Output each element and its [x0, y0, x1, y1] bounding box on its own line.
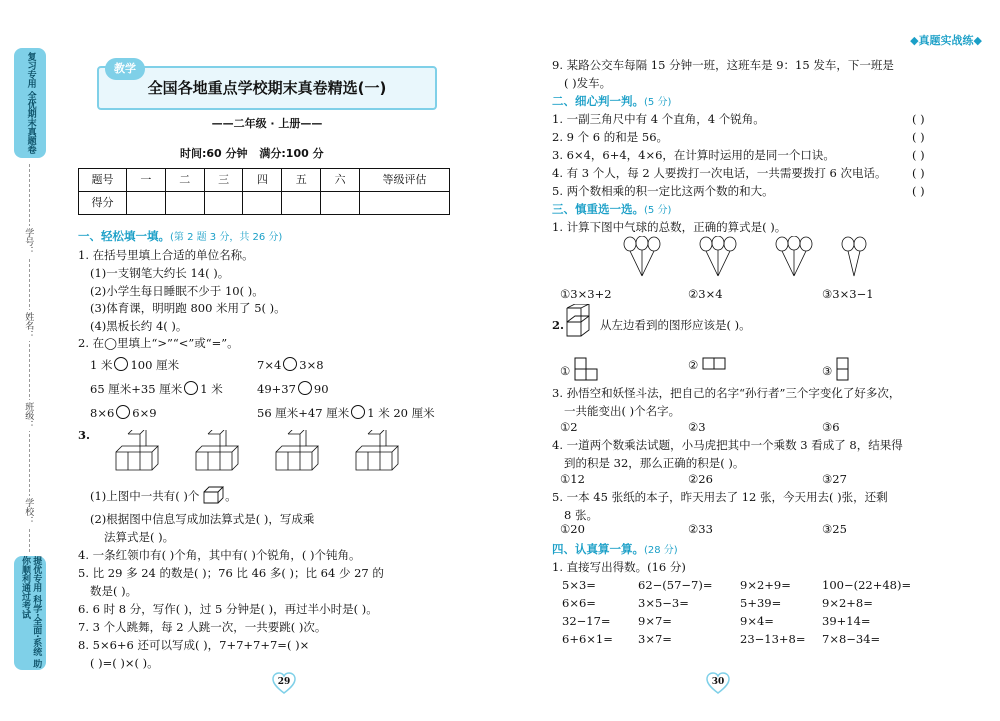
section-note: (5 分): [644, 205, 672, 216]
cube-icon: [203, 486, 225, 504]
section-note: (28 分): [644, 545, 678, 556]
judge-answer-box[interactable]: ( ): [912, 184, 925, 198]
choice-1-option[interactable]: ②3×4: [688, 287, 723, 301]
judge-answer-box[interactable]: ( ): [912, 148, 925, 162]
section-title-text: 二、细心判一判。: [552, 94, 644, 108]
calc-item[interactable]: 7×8−34=: [822, 632, 881, 646]
calc-item[interactable]: 9×7=: [638, 614, 672, 628]
score-cell: 二: [165, 169, 204, 192]
cut-line: [29, 164, 30, 552]
question-9: 9. 某路公交车每隔 15 分钟一班，这班车是 9：15 发车，下一班是: [552, 58, 894, 72]
compare-right: 1 米 20 厘米: [367, 406, 435, 420]
question-3-2: (2)根据图中信息写成加法算式是( )，写成乘: [90, 512, 315, 526]
score-table-row: [79, 192, 450, 215]
judge-answer-box[interactable]: ( ): [912, 166, 925, 180]
question-1-item: (4)黑板长约 4( )。: [90, 319, 188, 333]
calc-item[interactable]: 9×4=: [740, 614, 774, 628]
compare-left: 7×4: [257, 358, 282, 372]
compare-right: 90: [313, 382, 329, 396]
page-number-text: 29: [277, 677, 291, 688]
page-title: 全国各地重点学校期末真卷精选(一): [147, 78, 387, 97]
calc-item[interactable]: 3×5−3=: [638, 596, 689, 610]
question-3-1-tail: 。: [225, 489, 237, 503]
choice-1-option[interactable]: ③3×3−1: [822, 287, 874, 301]
question-8b: ( )=( )×( )。: [90, 656, 159, 670]
compare-item: [257, 381, 329, 396]
choice-5-option[interactable]: ①20: [560, 522, 585, 536]
section-note: (第 2 题 3 分，共 26 分): [170, 232, 283, 243]
judge-item: 3. 6×4，6+4，4×6，在计算时运用的是同一个口诀。: [552, 148, 835, 162]
score-cell: 一: [127, 169, 166, 192]
compare-item: [257, 357, 324, 372]
score-cell: 题号: [79, 169, 127, 192]
balloon-figure: [622, 236, 882, 280]
student-id-field: 学号：: [23, 228, 34, 255]
exam-time-info: [180, 147, 332, 161]
calc-item[interactable]: 5+39=: [740, 596, 782, 610]
balloon-group: [842, 237, 866, 276]
compare-circle[interactable]: [114, 357, 128, 371]
section-title-text: 三、慎重选一选。: [552, 202, 644, 216]
question-1: 1. 在括号里填上合适的单位名称。: [78, 248, 254, 262]
score-input[interactable]: [321, 192, 360, 215]
compare-item: [90, 405, 157, 420]
score-table: [78, 168, 450, 215]
choice-5: 5. 一本 45 张纸的本子，昨天用去了 12 张，今天用去( )张，还剩: [552, 490, 888, 504]
cube-group: [116, 430, 158, 470]
balloon-group: [776, 236, 812, 276]
question-3-1-text: (1)上图中一共有( )个: [90, 489, 200, 503]
question-1-item: (3)体育课，明明跑 800 米用了 5( )。: [90, 301, 286, 315]
question-9b: ( )发车。: [564, 76, 612, 90]
school-field: 学校：: [23, 498, 34, 525]
balloon-group: [700, 236, 736, 276]
compare-item: [90, 381, 223, 396]
section-3-title: [552, 202, 671, 218]
compare-left: 8×6: [90, 406, 115, 420]
choice-2-option[interactable]: [822, 357, 850, 383]
balloon-group: [624, 236, 660, 276]
judge-item: 2. 9 个 6 的和是 56。: [552, 130, 669, 144]
compare-left: 1 米: [90, 358, 113, 372]
score-table-header: [79, 169, 450, 192]
question-5: 5. 比 29 多 24 的数是( )；76 比 46 多( )；比 64 少 27 的: [78, 566, 384, 580]
judge-answer-box[interactable]: ( ): [912, 112, 925, 126]
score-cell: 五: [282, 169, 321, 192]
time-limit: 时间:60 分钟: [180, 147, 248, 160]
score-cell: 六: [321, 169, 360, 192]
class-field: 班级：: [23, 402, 34, 429]
cube-stack-figure: [112, 430, 462, 474]
title-banner: [97, 66, 437, 110]
compare-circle[interactable]: [351, 405, 365, 419]
subject-badge: 教学: [105, 58, 145, 80]
judge-item: 5. 两个数相乘的积一定比这两个数的和大。: [552, 184, 774, 198]
compare-circle[interactable]: [184, 381, 198, 395]
score-input[interactable]: [282, 192, 321, 215]
choice-5-option[interactable]: ②33: [688, 522, 713, 536]
calc-item[interactable]: 39+14=: [822, 614, 871, 628]
choice-5-option[interactable]: ③25: [822, 522, 847, 536]
section-title-text: 一、轻松填一填。: [78, 229, 170, 243]
block-figure: [566, 304, 598, 338]
judge-item: 1. 一副三角尺中有 4 个直角，4 个锐角。: [552, 112, 765, 126]
strip-top-tab: 复习专用 全优期末真题卷: [14, 48, 46, 158]
calc-item[interactable]: 32−17=: [562, 614, 611, 628]
shape-l-icon: [574, 357, 600, 383]
page-number-right: [706, 672, 730, 694]
compare-circle[interactable]: [298, 381, 312, 395]
calc-item[interactable]: 5×3=: [562, 578, 596, 592]
shape-column-icon: [836, 357, 850, 383]
choice-4-option[interactable]: ③27: [822, 472, 847, 486]
choice-2: 从左边看到的图形应该是( )。: [600, 318, 751, 332]
choice-5b: 8 张。: [564, 508, 598, 522]
score-label: 得分: [79, 192, 127, 215]
compare-item: [90, 357, 179, 372]
compare-right: 100 厘米: [130, 358, 180, 372]
compare-left: 65 厘米+35 厘米: [90, 382, 183, 396]
score-input[interactable]: [360, 192, 450, 215]
name-field: 姓名：: [23, 312, 34, 339]
choice-1-option[interactable]: ①3×3+2: [560, 287, 612, 301]
question-6: 6. 6 时 8 分，写作( )，过 5 分钟是( )，再过半小时是( )。: [78, 602, 378, 616]
option-label: ①: [560, 364, 571, 378]
question-4: 4. 一条红领巾有( )个角，其中有( )个锐角，( )个钝角。: [78, 548, 361, 562]
calc-item[interactable]: 3×7=: [638, 632, 672, 646]
compare-right: 3×8: [299, 358, 324, 372]
section-1-title: [78, 229, 282, 245]
compare-right: 1 米: [200, 382, 223, 396]
question-1-item: (2)小学生每日睡眠不少于 10( )。: [90, 284, 264, 298]
score-cell: 四: [243, 169, 282, 192]
question-7: 7. 3 个人跳舞，每 2 人跳一次，一共要跳( )次。: [78, 620, 327, 634]
compare-left: 49+37: [257, 382, 296, 396]
grade-subtitle: ——二年级 · 上册——: [211, 117, 323, 130]
full-score: 满分:100 分: [259, 147, 324, 160]
calc-title: 1. 直接写出得数。(16 分): [552, 560, 686, 574]
calc-item[interactable]: 9×2+8=: [822, 596, 873, 610]
question-3-2b: 法算式是( )。: [104, 530, 175, 544]
choice-3-option[interactable]: ③6: [822, 420, 840, 434]
question-3: 3.: [78, 428, 91, 442]
choice-1: 1. 计算下图中气球的总数，正确的算式是( )。: [552, 220, 787, 234]
score-cell: 等级评估: [360, 169, 450, 192]
compare-left: 56 厘米+47 厘米: [257, 406, 350, 420]
shape-bar-icon: [702, 357, 728, 371]
section-4-title: [552, 542, 678, 558]
cube-group: [276, 430, 318, 470]
choice-3b: 一共能变出( )个名字。: [564, 404, 681, 418]
question-2: 2. 在◯里填上“>”“<”或“=”。: [78, 336, 239, 350]
compare-item: [257, 405, 435, 420]
binding-strip: [14, 48, 46, 670]
choice-4: 4. 一道两个数乘法试题，小马虎把其中一个乘数 3 看成了 8，结果得: [552, 438, 903, 452]
choice-2-option[interactable]: [688, 357, 728, 372]
series-header: ◆真题实战练◆: [910, 34, 982, 47]
calc-item[interactable]: 62−(57−7)=: [638, 578, 713, 592]
calc-item[interactable]: 6×6=: [562, 596, 596, 610]
choice-3: 3. 孙悟空和妖怪斗法，把自己的名字“孙行者”三个字变化了好多次，: [552, 386, 901, 400]
section-2-title: [552, 94, 671, 110]
score-input[interactable]: [243, 192, 282, 215]
compare-circle[interactable]: [116, 405, 130, 419]
option-label: ③: [822, 364, 833, 378]
right-page: [500, 0, 1000, 721]
calc-item[interactable]: 100−(22+48)=: [822, 578, 912, 592]
score-input[interactable]: [165, 192, 204, 215]
calc-item[interactable]: 23−13+8=: [740, 632, 806, 646]
page-number-left: [272, 672, 296, 694]
score-cell: 三: [204, 169, 243, 192]
choice-3-option[interactable]: ②3: [688, 420, 706, 434]
page-number-text: 30: [711, 677, 725, 688]
question-1-item: (1)一支钢笔大约长 14( )。: [90, 266, 230, 280]
choice-4-option[interactable]: ①12: [560, 472, 585, 486]
calc-item[interactable]: 6+6×1=: [562, 632, 613, 646]
cube-group: [196, 430, 238, 470]
question-5b: 数是( )。: [90, 584, 138, 598]
section-title-text: 四、认真算一算。: [552, 542, 644, 556]
choice-4b: 到的积是 32，那么正确的积是( )。: [564, 456, 745, 470]
option-label: ②: [688, 358, 699, 372]
compare-circle[interactable]: [283, 357, 297, 371]
choice-4-option[interactable]: ②26: [688, 472, 713, 486]
section-note: (5 分): [644, 97, 672, 108]
question-8: 8. 5×6+6 还可以写成( )，7+7+7+7=( )×: [78, 638, 310, 652]
question-3-1: [90, 486, 237, 504]
choice-3-option[interactable]: ①2: [560, 420, 578, 434]
score-input[interactable]: [127, 192, 166, 215]
strip-bottom-tab: 提优专用 科学·全面·系统 助你顺利通过考试: [14, 556, 46, 670]
choice-2-number: 2.: [552, 318, 565, 332]
cube-group: [356, 430, 398, 470]
calc-item[interactable]: 9×2+9=: [740, 578, 791, 592]
judge-item: 4. 有 3 个人，每 2 人要拨打一次电话，一共需要拨打 6 次电话。: [552, 166, 887, 180]
judge-answer-box[interactable]: ( ): [912, 130, 925, 144]
score-input[interactable]: [204, 192, 243, 215]
choice-2-option[interactable]: [560, 357, 600, 383]
compare-right: 6×9: [132, 406, 157, 420]
